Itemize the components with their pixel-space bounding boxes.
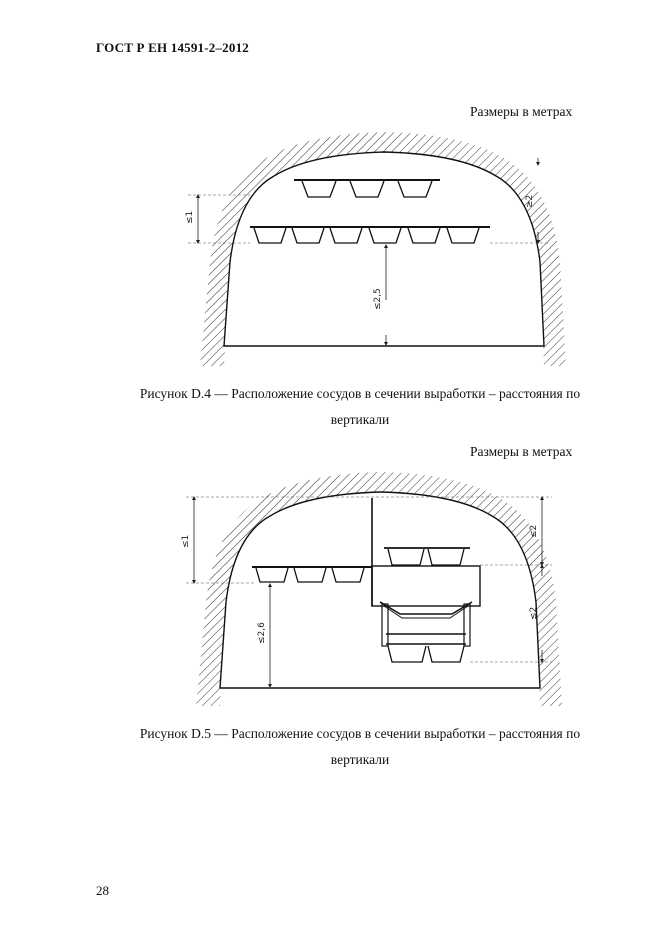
dim-left-top-label-d5: ≤1	[181, 534, 191, 548]
dim-right-bottom-label-d5: ≤2	[529, 606, 539, 620]
caption-line-2-d4: вертикали	[330, 412, 390, 427]
caption-line-1-d4: Рисунок D.4 — Расположение сосудов в сечении выработки – расстояния по	[139, 386, 581, 401]
dim-left-bottom-label-d5: ≤2,6	[257, 622, 267, 644]
caption-line-2-d5: вертикали	[330, 752, 390, 767]
figure-caption-d5	[60, 721, 660, 773]
units-note-d5: Размеры в метрах	[470, 444, 573, 459]
standard-header: ГОСТ Р ЕН 14591-2–2012	[96, 40, 249, 55]
dim-center-label-d4: ≤2,5	[373, 288, 383, 310]
caption-line-1-d5: Рисунок D.5 — Расположение сосудов в сечении выработки – расстояния по	[139, 726, 581, 741]
dim-left-label-d4: ≤1	[185, 210, 195, 224]
dim-right-label-d4: ≥2	[525, 194, 535, 208]
dim-right-top-label-d5: ≤2	[529, 524, 539, 538]
page-number: 28	[96, 883, 109, 898]
units-note-d4: Размеры в метрах	[470, 104, 573, 119]
